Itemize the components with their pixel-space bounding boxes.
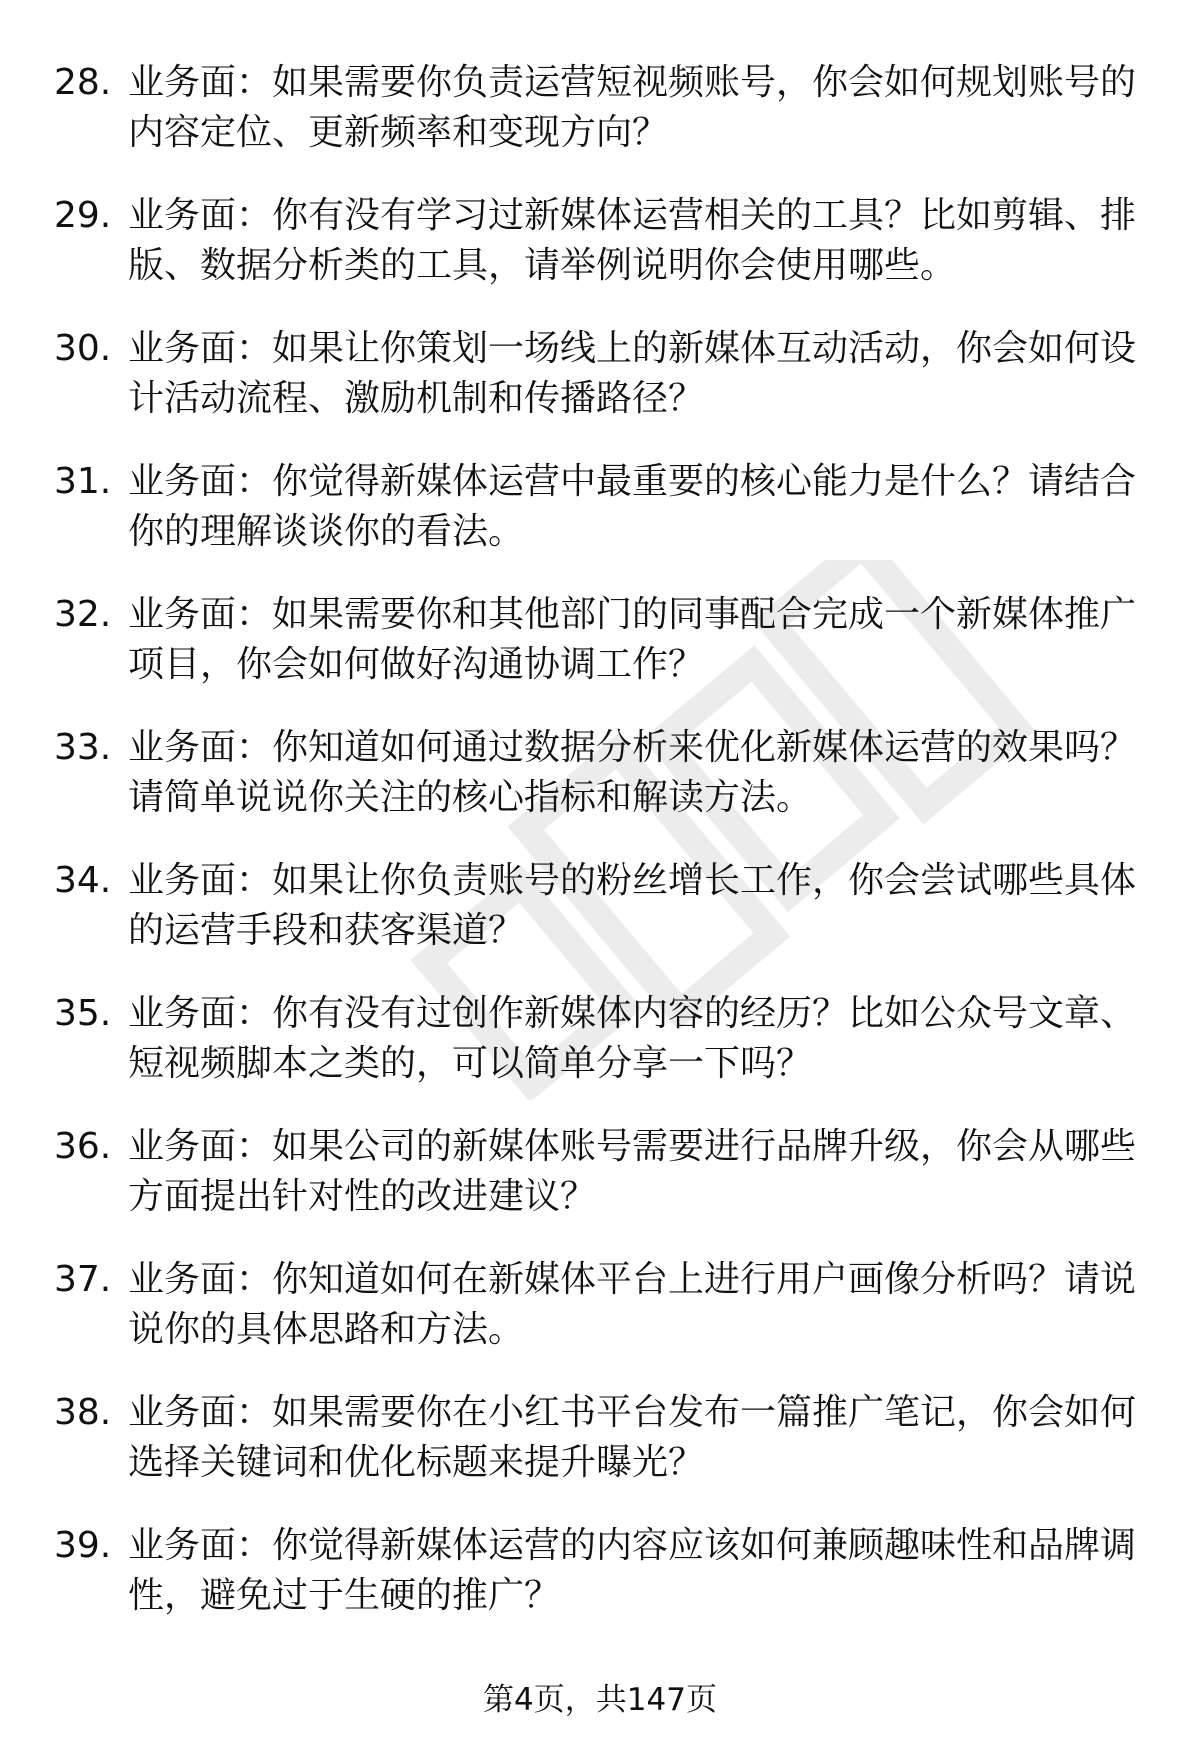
question-item: [54, 457, 1144, 590]
question-item: [54, 856, 1144, 989]
question-number: 33.: [54, 727, 112, 768]
question-text: 业务面：你有没有过创作新媒体内容的经历？比如公众号文章、短视频脚本之类的，可以简单分享一下吗？: [128, 993, 1137, 1084]
page-footer: 第4页，共147页: [483, 1682, 717, 1718]
question-item: [54, 989, 1144, 1122]
question-text: 业务面：你觉得新媒体运营中最重要的核心能力是什么？请结合你的理解谈谈你的看法。: [128, 461, 1137, 552]
question-number: 30.: [54, 328, 112, 369]
question-number: 36.: [54, 1126, 112, 1167]
question-number: 38.: [54, 1392, 112, 1433]
question-text: 业务面：如果需要你在小红书平台发布一篇推广笔记，你会如何选择关键词和优化标题来提升曝光？: [128, 1392, 1137, 1483]
question-item: [54, 1255, 1144, 1388]
question-item: [54, 191, 1144, 324]
question-number: 37.: [54, 1259, 112, 1300]
question-item: [54, 723, 1144, 856]
question-item: [54, 324, 1144, 457]
question-number: 31.: [54, 461, 112, 502]
question-number: 29.: [54, 195, 112, 236]
question-text: 业务面：你知道如何通过数据分析来优化新媒体运营的效果吗？请简单说说你关注的核心指标和解读方法。: [128, 727, 1137, 818]
question-text: 业务面：如果让你策划一场线上的新媒体互动活动，你会如何设计活动流程、激励机制和传播路径？: [128, 328, 1137, 419]
question-list: [54, 58, 1144, 1654]
question-number: 32.: [54, 594, 112, 635]
question-item: [54, 590, 1144, 723]
question-number: 35.: [54, 993, 112, 1034]
question-item: [54, 58, 1144, 191]
question-number: 34.: [54, 860, 112, 901]
question-text: 业务面：如果公司的新媒体账号需要进行品牌升级，你会从哪些方面提出针对性的改进建议？: [128, 1126, 1137, 1217]
question-item: [54, 1388, 1144, 1521]
question-number: 28.: [54, 62, 112, 103]
question-text: 业务面：如果需要你和其他部门的同事配合完成一个新媒体推广项目，你会如何做好沟通协调工作？: [128, 594, 1137, 685]
question-text: 业务面：你知道如何在新媒体平台上进行用户画像分析吗？请说说你的具体思路和方法。: [128, 1259, 1137, 1350]
question-text: 业务面：你有没有学习过新媒体运营相关的工具？比如剪辑、排版、数据分析类的工具，请举例说明你会使用哪些。: [128, 195, 1137, 286]
question-text: 业务面：如果让你负责账号的粉丝增长工作，你会尝试哪些具体的运营手段和获客渠道？: [128, 860, 1137, 951]
question-number: 39.: [54, 1525, 112, 1566]
question-item: [54, 1122, 1144, 1255]
question-text: 业务面：你觉得新媒体运营的内容应该如何兼顾趣味性和品牌调性，避免过于生硬的推广？: [128, 1525, 1137, 1616]
question-item: [54, 1521, 1144, 1654]
question-text: 业务面：如果需要你负责运营短视频账号，你会如何规划账号的内容定位、更新频率和变现方向？: [128, 62, 1137, 153]
